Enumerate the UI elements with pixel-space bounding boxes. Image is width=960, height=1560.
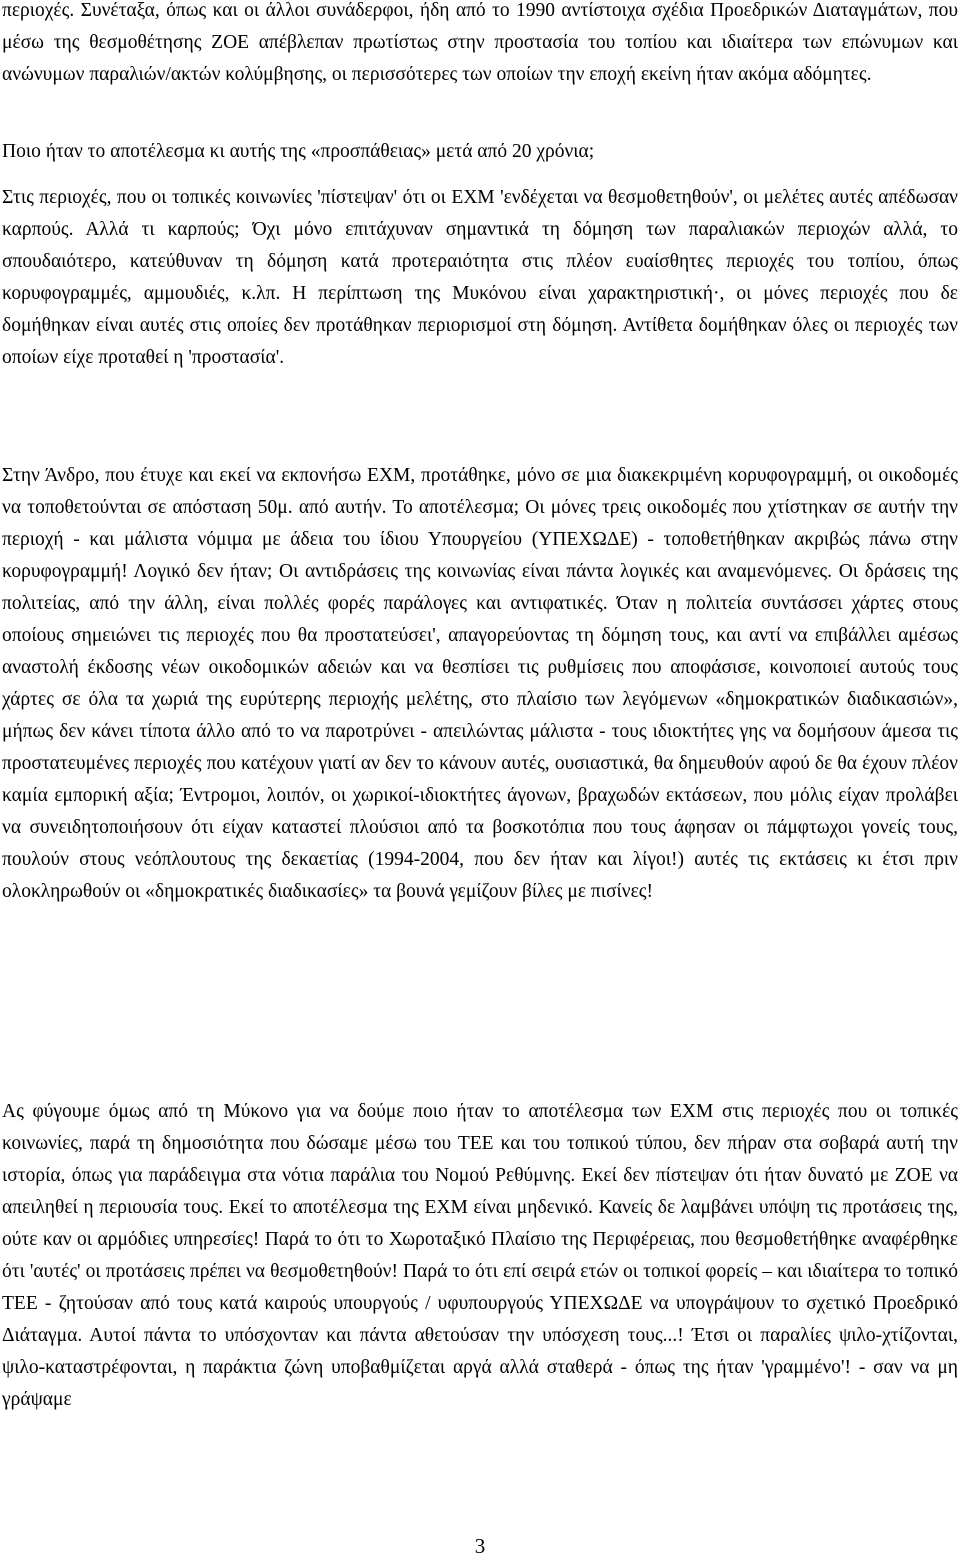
body-paragraph-1: περιοχές. Συνέταξα, όπως και οι άλλοι συνάδερφοι, ήδη από το 1990 αντίστοιχα σχέδια Προεδρικών Διαταγμάτων, που μέσω της θεσμοθέτησης ΖΟΕ απέβλεπαν πρωτίστως στην προστασία του τοπίου και ιδιαίτερα των επώνυμων και ανώνυμων παραλιών/ακτών κολύμβησης, οι περισσότερες των οποίων την εποχή εκείνη ήταν ακόμα αδόμητες. <box>2 0 958 85</box>
body-paragraph-2: Στις περιοχές, που οι τοπικές κοινωνίες 'πίστεψαν' ότι οι ΕΧΜ 'ενδέχεται να θεσμοθετηθούν', οι μελέτες αυτές απέδωσαν καρπούς. Αλλά τι καρπούς; Όχι μόνο επιτάχυναν σημαντικά τη δόμηση των παραλιακών περιοχών αλλά, το σπουδαιότερο, κατεύθυναν τη δόμηση κατά προτεραιότητα στις πλέον ευαίσθητες περιοχές του τοπίου, όπως κορυφογραμμές, αμμουδιές, κ.λπ. Η περίπτωση της Μυκόνου είναι χαρακτηριστική·, οι μόνες περιοχές που δε δομήθηκαν είναι αυτές στις οποίες δεν προτάθηκαν περιορισμοί στη δόμηση. Αντίθετα δομήθηκαν όλες οι περιοχές των οποίων είχε προταθεί η 'προστασία'. <box>2 187 958 368</box>
body-paragraph-question: Ποιο ήταν το αποτέλεσμα κι αυτής της «προσπάθειας» μετά από 20 χρόνια; <box>2 141 595 162</box>
page-number: 3 <box>474 1534 486 1558</box>
body-paragraph-4: Ας φύγουμε όμως από τη Μύκονο για να δούμε ποιο ήταν το αποτέλεσμα των ΕΧΜ στις περιοχές που οι τοπικές κοινωνίες, παρά τη δημοσιότητα που δώσαμε μέσω του ΤΕΕ και του τοπικού τύπου, δεν πήραν στα σοβαρά αυτή την ιστορία, όπως για παράδειγμα στα νότια παράλια του Νομού Ρεθύμνης. Εκεί δεν πίστεψαν ότι ήταν δυνατό με ΖΟΕ να απειληθεί η περιουσία τους. Εκεί το αποτέλεσμα της ΕΧΜ είναι μηδενικό. Κανείς δε λαμβάνει υπόψη τις προτάσεις της, ούτε καν οι αρμόδιες υπηρεσίες! Παρά το ότι το Χωροταξικό Πλαίσιο της Περιφέρειας, που θεσμοθετήθηκε αναφέρθηκε ότι 'αυτές' οι προτάσεις πρέπει να θεσμοθετηθούν! Παρά το ότι επί σειρά ετών οι τοπικοί φορείς – και ιδιαίτερα το τοπικό ΤΕΕ - ζητούσαν από τους κατά καιρούς υπουργούς / υφυπουργούς ΥΠΕΧΩΔΕ να υπογράψουν το σχετικό Προεδρικό Διάταγμα. Αυτοί πάντα το υπόσχονταν και πάντα αθετούσαν την υπόσχεση τους...! Έτσι οι παραλίες ψιλο-χτίζονται, ψιλο-καταστρέφονται, η παράκτια ζώνη υποβαθμίζεται αργά αλλά σταθερά - όπως της ήταν 'γραμμένο'! - σαν να μη γράψαμε <box>2 1101 958 1410</box>
body-paragraph-3: Στην Άνδρο, που έτυχε και εκεί να εκπονήσω ΕΧΜ, προτάθηκε, μόνο σε μια διακεκριμένη κορυφογραμμή, οι οικοδομές να τοποθετούνται σε απόσταση 50μ. από αυτήν. Το αποτέλεσμα; Οι μόνες τρεις οικοδομές που χτίστηκαν σε αυτήν την περιοχή - και μάλιστα νόμιμα με άδεια του ίδιου Υπουργείου (ΥΠΕΧΩΔΕ) - τοποθετήθηκαν ακριβώς πάνω στην κορυφογραμμή! Λογικό δεν ήταν; Οι αντιδράσεις της κοινωνίας είναι πάντα λογικές και αναμενόμενες. Οι δράσεις της πολιτείας, από την άλλη, είναι πολλές φορές παράλογες και αντιφατικές. Όταν η πολιτεία συντάσσει χάρτες στους οποίους σημειώνει τις περιοχές που θα προστατεύσει', απαγορεύοντας τη δόμηση τους, και αντί να επιβάλλει αμέσως αναστολή έκδοσης νέων οικοδομικών αδειών και να θεσπίσει τις ρυθμίσεις που αποφάσισε, κοινοποιεί αυτούς τους χάρτες σε όλα τα χωριά της ευρύτερης περιοχής μελέτης, στο πλαίσιο των λεγόμενων «δημοκρατικών διαδικασιών», μήπως δεν κάνει τίποτα άλλο από το να παροτρύνει - απειλώντας μάλιστα - τους ιδιοκτήτες γης να δομήσουν άμεσα τις προστατευμένες περιοχές που κατέχουν γιατί αν δεν το κάνουν αυτές, ουσιαστικά, θα δημευθούν αφού δε θα έχουν πλέον καμία εμπορική αξία; Έντρομοι, λοιπόν, οι χωρικοί-ιδιοκτήτες άγονων, βραχωδών εκτάσεων, που μόλις είχαν προλάβει να συνειδητοποιήσουν ότι είχαν καταστεί πλούσιοι από τα βοσκοτόπια που τους άφησαν οι πάμφτωχοι γονείς τους, πουλούν στους νεόπλουτους της δεκαετίας (1994-2004, που δεν ήταν και λίγοι!) αυτές τις εκτάσεις κι έτσι πριν ολοκληρωθούν οι «δημοκρατικές διαδικασίες» τα βουνά γεμίζουν βίλες με πισίνες! <box>2 465 958 902</box>
